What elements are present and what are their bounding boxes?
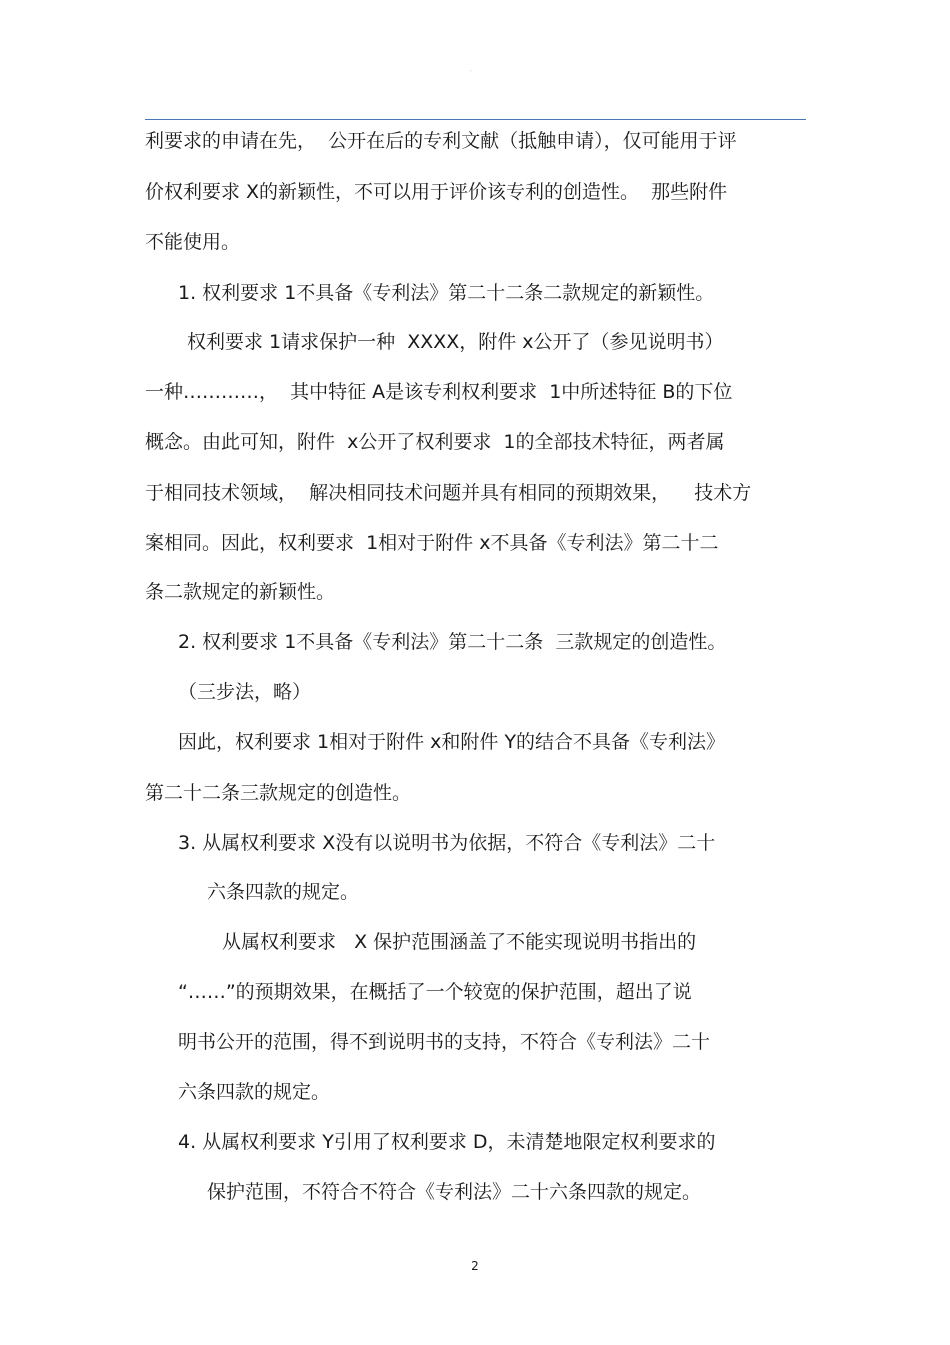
header-mark: ˙ <box>469 70 473 78</box>
list-item-heading: 4. 从属权利要求 Y引用了权利要求 D，未清楚地限定权利要求的 <box>178 1131 716 1153</box>
text-line: 利要求的申请在先， 公开在后的专利文献（抵触申请），仅可能用于评 <box>145 130 737 152</box>
text-line: 第二十二条三款规定的创造性。 <box>145 782 412 804</box>
header-rule <box>145 119 806 120</box>
text-line: 案相同。因此，权利要求 1相对于附件 x不具备《专利法》第二十二 <box>145 532 719 554</box>
text-line: 因此，权利要求 1相对于附件 x和附件 Y的结合不具备《专利法》 <box>178 731 726 753</box>
text-line: 明书公开的范围，得不到说明书的支持，不符合《专利法》二十 <box>178 1031 711 1053</box>
text-line: 从属权利要求 X 保护范围涵盖了不能实现说明书指出的 <box>222 931 697 953</box>
list-item-heading: 2. 权利要求 1不具备《专利法》第二十二条 三款规定的创造性。 <box>178 631 727 653</box>
list-item-heading: 3. 从属权利要求 X没有以说明书为依据，不符合《专利法》二十 <box>178 832 716 854</box>
text-line: 六条四款的规定。 <box>207 881 360 903</box>
text-line: 于相同技术领域， 解决相同技术问题并具有相同的预期效果， 技术方 <box>145 482 752 504</box>
text-line: 价权利要求 X的新颖性，不可以用于评价该专利的创造性。 那些附件 <box>145 181 728 203</box>
text-line: （三步法，略） <box>178 681 312 703</box>
text-line: “……”的预期效果，在概括了一个较宽的保护范围，超出了说 <box>178 981 692 1003</box>
list-item-heading: 1. 权利要求 1不具备《专利法》第二十二条二款规定的新颖性。 <box>178 282 715 304</box>
text-line: 一种…………， 其中特征 A是该专利权利要求 1中所述特征 B的下位 <box>145 381 733 403</box>
text-line: 六条四款的规定。 <box>178 1081 331 1103</box>
text-line: 保护范围，不符合不符合《专利法》二十六条四款的规定。 <box>207 1181 702 1203</box>
text-line: 不能使用。 <box>145 231 241 253</box>
text-line: 概念。由此可知，附件 x公开了权利要求 1的全部技术特征，两者属 <box>145 431 725 453</box>
text-line: 条二款规定的新颖性。 <box>145 581 336 603</box>
text-line: 权利要求 1请求保护一种 XXXX，附件 x公开了（参见说明书） <box>187 331 724 353</box>
page-number: 2 <box>471 1259 479 1273</box>
